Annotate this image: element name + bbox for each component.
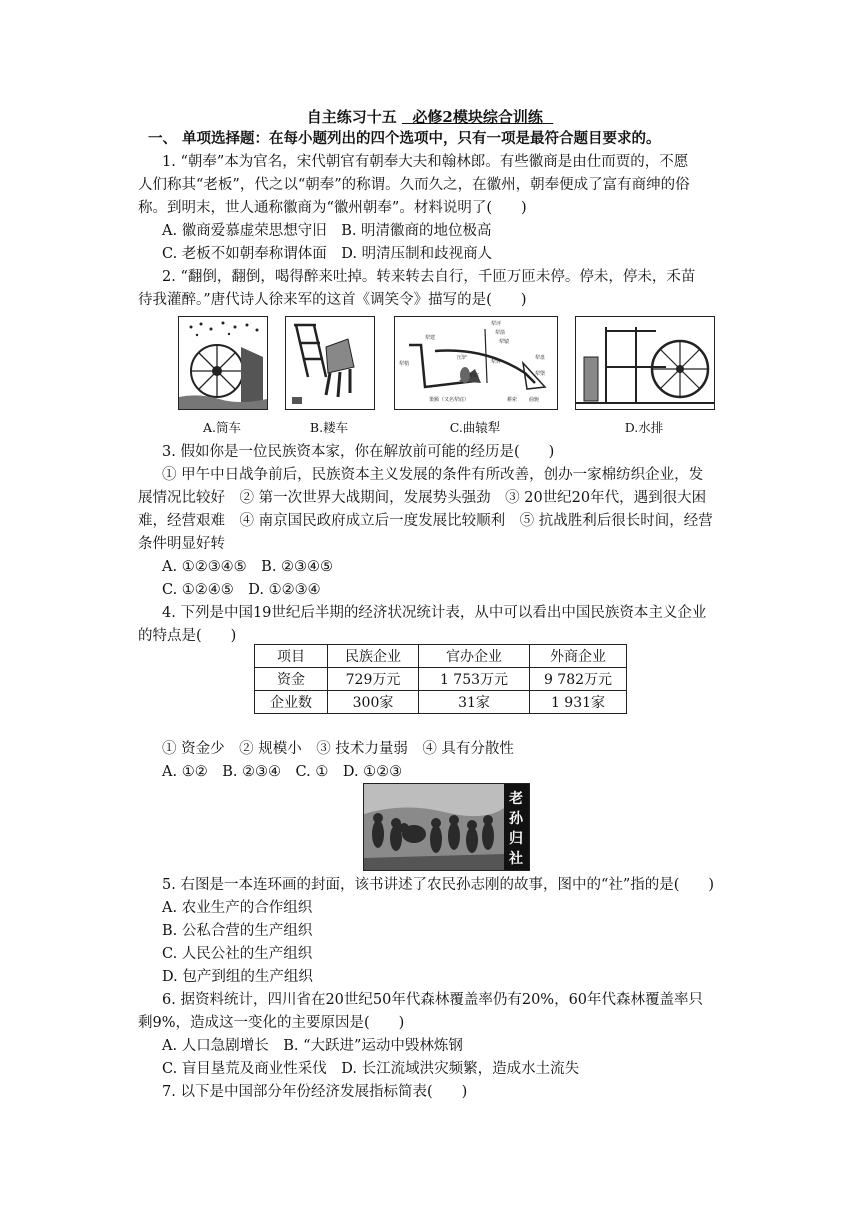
caption-c: C.曲辕犁 [449,420,501,435]
q1-line-3: 称。到明末，世人通称徽商为“徽州朝奉”。材料说明了( ) [138,200,527,216]
plough-label-1: 犁评 [491,321,502,327]
curved-plough-drawing [395,317,557,409]
plough-label-11: 策额（又名犁底） [429,397,470,403]
plough-label-4: 犁建 [425,335,436,341]
comic-cover-drawing [364,784,529,870]
plough-label-7: 犁铧 [491,359,502,365]
q1-line-1: 1. “朝奉”本为官名，宋代朝官有朝奉大夫和翰林郎。有些徽商是由仕而贾的，不愿 [162,154,689,170]
economic-stats-table [254,644,627,714]
table-cell: 31家 [419,691,530,714]
table-cell: 729万元 [328,668,419,691]
caption-b: B.耧车 [309,420,349,435]
table-header-row [255,645,627,668]
plough-label-9: 犁盘 [535,355,546,361]
q6-options-row-1: A. 人口急剧增长 B. “大跃进”运动中毁林炼钢 [162,1038,463,1054]
q4-line-2: 的特点是( ) [138,628,237,644]
q5-line-1: 5. 右图是一本连环画的封面，该书讲述了农民孙志刚的故事，图中的“社”指的是( ) [162,877,715,893]
table-header-cell: 外商企业 [530,645,627,668]
water-bellows-drawing [576,317,714,409]
q4-line-1: 4. 下列是中国19世纪后半期的经济状况统计表，从中可以看出中国民族资本主义企业 [162,605,707,621]
q5-option-c: C. 人民公社的生产组织 [162,946,313,962]
figure-louche [285,316,375,410]
q3-options-row-2: C. ①②④⑤ D. ①②③④ [162,582,321,598]
cover-title-char-1: 老 [509,791,523,807]
q5-option-b: B. 公私合营的生产组织 [162,923,313,939]
q3-line-1: 3. 假如你是一位民族资本家，你在解放前可能的经历是( ) [162,444,555,460]
q6-options-row-2: C. 盲目垦荒及商业性采伐 D. 长江流域洪灾频繁，造成水土流失 [162,1061,580,1077]
table-row [255,668,627,691]
title-module: 必修2模块综合训练 [412,108,543,126]
q5-option-d: D. 包产到组的生产组织 [162,969,313,985]
plough-label-10: 犁槃 [535,371,546,377]
seed-drill-drawing [286,317,374,409]
table-row [255,691,627,714]
page-title [0,106,860,127]
comic-cover-image [363,783,530,871]
q3-line-2: ① 甲午中日战争前后，民族资本主义发展的条件有所改善，创办一家棉纺织企业，发 [162,467,704,483]
plough-label-13: 曲轭 [529,397,540,403]
q4-options: A. ①② B. ②③④ C. ① D. ①②③ [162,764,403,780]
plough-label-6: 压铲 [457,355,468,361]
q3-line-5: 条件明显好转 [138,536,225,552]
q2-line-1: 2. “翻倒，翻倒，喝得醉来吐掉。转来转去自行，千匝万匝未停。停未，停未，禾苗 [162,269,696,285]
caption-a: A.筒车 [202,420,241,435]
table-cell: 资金 [255,668,328,691]
q3-line-3: 展情况比较好 ② 第一次世界大战期间，发展势头强劲 ③ 20世纪20年代，遇到很大困 [138,490,707,506]
q6-line-1: 6. 据资料统计，四川省在20世纪50年代森林覆盖率仍有20%，60年代森林覆盖率只 [162,992,704,1008]
caption-d: D.水排 [624,420,664,435]
plough-label-5: 犁梢 [399,361,410,367]
title-prefix: 自主练习十五 [306,108,397,126]
table-cell: 1 753万元 [419,668,530,691]
q6-line-2: 剩9%，造成这一变化的主要原因是( ) [138,1015,405,1031]
figure-shuipai [575,316,715,410]
plough-label-8: 犁底 [469,373,480,379]
cover-title-char-2: 孙 [509,811,523,827]
q1-line-2: 人们称其“老板”，代之以“朝奉”的称谓。久而久之，在徽州，朝奉便成了富有商绅的俗 [138,177,690,193]
waterwheel-drawing [179,317,267,409]
q1-options-row-1: A. 徽商爱慕虚荣思想守旧 B. 明清徽商的地位极高 [162,223,492,239]
table-cell: 企业数 [255,691,328,714]
table-cell: 9 782万元 [530,668,627,691]
table-cell: 300家 [328,691,419,714]
plough-label-2: 犁箭 [495,330,506,336]
cover-title-char-3: 归 [509,831,523,847]
plough-label-12: 耕索 [507,397,518,403]
q2-line-2: 待我灌醉。”唐代诗人徐来军的这首《调笑令》描写的是( ) [138,292,527,308]
table-header-cell: 民族企业 [328,645,419,668]
q5-option-a: A. 农业生产的合作组织 [162,900,313,916]
q1-options-row-2: C. 老板不如朝奉称谓体面 D. 明清压制和歧视商人 [162,246,493,262]
plough-label-3: 犁辕 [499,339,510,345]
q4-statements: ① 资金少 ② 规模小 ③ 技术力量弱 ④ 具有分散性 [162,741,514,757]
q3-options-row-1: A. ①②③④⑤ B. ②③④⑤ [162,559,334,575]
q3-line-4: 难，经营艰难 ④ 南京国民政府成立后一度发展比较顺利 ⑤ 抗战胜利后很长时间，经营 [138,513,713,529]
table-header-cell: 官办企业 [419,645,530,668]
table-header-cell: 项目 [255,645,328,668]
figure-quyuanli [394,316,558,410]
cover-title-char-4: 社 [509,851,523,867]
figure-tongche [178,316,268,410]
table-cell: 1 931家 [530,691,627,714]
section-heading: 一、 单项选择题：在每小题列出的四个选项中，只有一项是最符合题目要求的。 [148,130,661,147]
q7-line-1: 7. 以下是中国部分年份经济发展指标简表( ) [162,1084,468,1100]
